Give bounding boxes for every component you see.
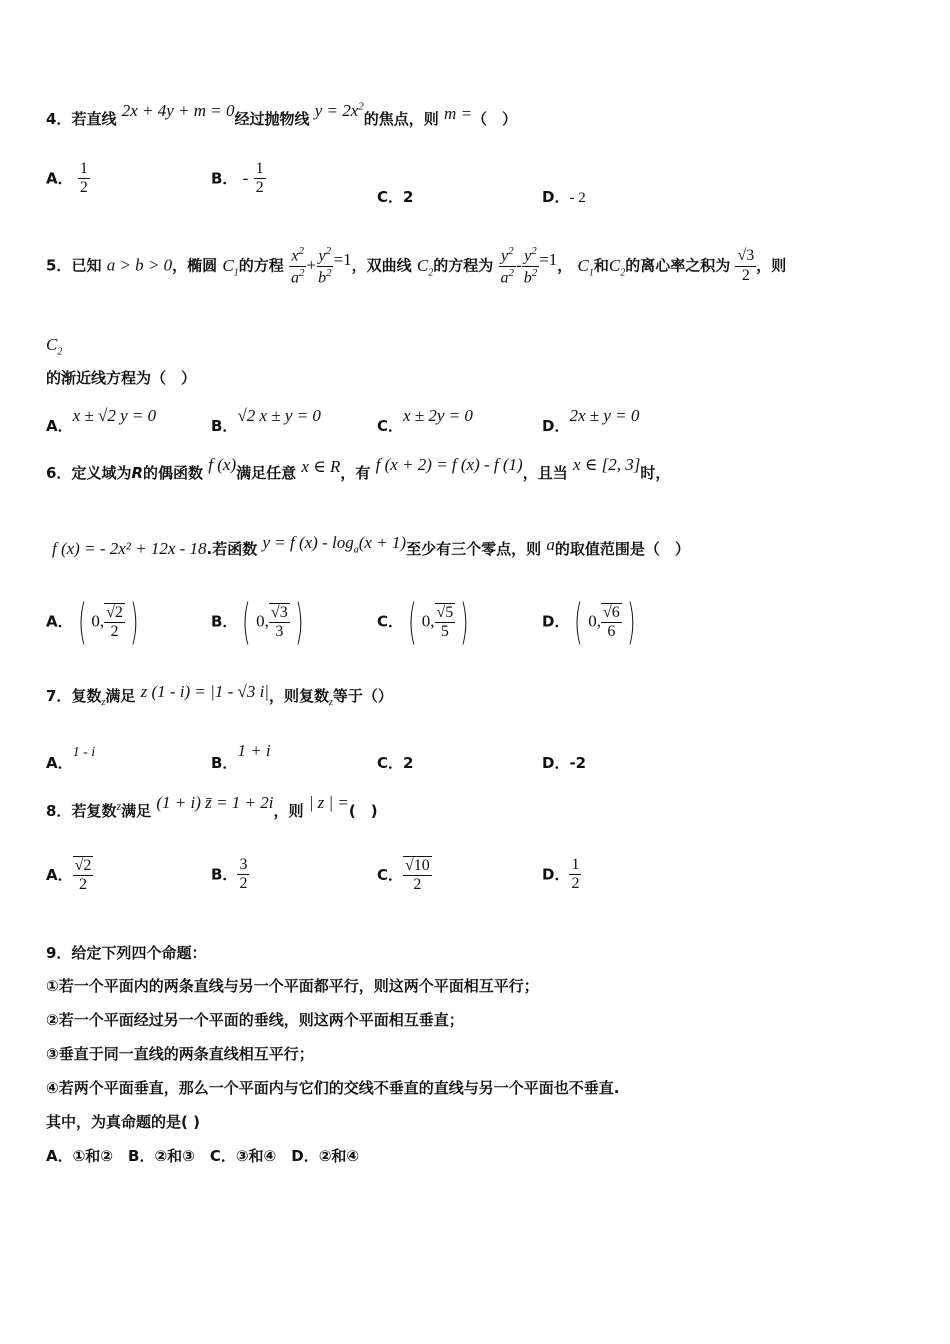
- q4-option-b[interactable]: B． - $\frac{1}{2}$: [211, 160, 264, 197]
- question-6-line2: f (x) = - 2x² + 12x - 18.若函数 y = f $(x) - \log_a(x + 1)$至少有三个零点，则 a的取值范围是（ ）: [52, 533, 690, 558]
- statement-4: ④若两个平面垂直，那么一个平面内与它们的交线不垂直的直线与另一个平面也不垂直.: [46, 1079, 620, 1097]
- eccentricity-product: $\frac{√3}{2}$: [737, 247, 755, 284]
- q5-option-c[interactable]: C．x ± 2y = 0: [377, 406, 473, 435]
- q5-option-d[interactable]: D．2x ± y = 0: [542, 406, 640, 435]
- statement-1: ①若一个平面内的两条直线与另一个平面都平行，则这两个平面相互平行；: [46, 977, 539, 995]
- q6-option-b[interactable]: B． ( 0, $\frac{√3}{3}$ ): [211, 594, 304, 650]
- statement-3: ③垂直于同一直线的两条直线相互平行；: [46, 1045, 314, 1063]
- q8-option-d[interactable]: D． $\frac{1}{2}$: [542, 856, 580, 893]
- ellipse-y-term: $\frac{y^2}{b^2}$: [318, 245, 332, 287]
- q4-option-d[interactable]: D．- 2: [542, 188, 586, 206]
- q7-option-c[interactable]: C．2: [377, 754, 414, 772]
- line-equation: 2x + 4y + m = 0: [121, 101, 235, 120]
- question-4: 4．若直线 2x + 4y + m = 0经过抛物线 $y = 2x^2$的焦点，则 m =（ ）: [46, 100, 518, 128]
- q7-option-b[interactable]: B．1 + i: [211, 741, 271, 772]
- q6-option-a[interactable]: A． ( 0, $\frac{√2}{2}$ ): [46, 594, 139, 650]
- q4-option-a[interactable]: A． $\frac{1}{2}$: [46, 160, 88, 197]
- q6-option-d[interactable]: D． ( 0, $\frac{√6}{6}$ ): [542, 594, 636, 650]
- hyperbola-y-term: $\frac{y^2}{b^2}$: [523, 245, 538, 287]
- question-5-line2: $C_2$ 的渐近线方程为（ ）: [46, 335, 197, 388]
- parabola-equation: $y = 2x^2$: [314, 100, 364, 120]
- question-9-title: 9．给定下列四个命题：: [46, 944, 207, 962]
- question-9-options[interactable]: A．①和② B．②和③ C．③和④ D．②和④: [46, 1147, 360, 1165]
- fraction: $\frac{1}{2}$: [79, 160, 88, 197]
- question-6: 6．定义域为R的偶函数 f (x)满足任意 x ∈ R，有 f (x + 2) = f (x) - f (1)，且当 x ∈ [2, 3]时，: [46, 455, 671, 482]
- q5-option-b[interactable]: B．√2 x ± y = 0: [211, 406, 321, 435]
- q7-option-a[interactable]: A．1 - i: [46, 745, 96, 772]
- fraction: $\frac{1}{2}$: [255, 160, 264, 197]
- statement-2: ②若一个平面经过另一个平面的垂线，则这两个平面相互垂直；: [46, 1011, 464, 1029]
- q4-option-c[interactable]: C．2: [377, 188, 414, 206]
- q8-option-c[interactable]: C． $\frac{√10}{2}$: [377, 857, 430, 894]
- question-8: 8．若复数$^z$满足 (1 + i) z̄ = 1 + 2i，则 | z | =( ): [46, 793, 378, 820]
- q5-option-a[interactable]: A．x ± √2 y = 0: [46, 406, 157, 435]
- question-5: 5．已知 a > b > 0，椭圆 $C_1$的方程 $\frac{x^2}{a^2}$ + $\frac{y^2}{b^2}$ =1，双曲线 $C_2$的方程为 $\frac{y^2}{a^2}$ - $\frac{y^2}{b^2}$ =1， $C_1$和$C_2$的离心率之积为 $\frac{√3}{2}$ ，则: [46, 245, 787, 287]
- ellipse-x-term: $\frac{x^2}{a^2}$: [290, 245, 305, 287]
- question-7: 7．复数$_z$满足 z (1 - i) = |1 - √3 i|，则复数$_z$等于（）: [46, 682, 393, 708]
- question-9-ask: 其中，为真命题的是( ): [46, 1113, 200, 1131]
- q6-option-c[interactable]: C． ( 0, $\frac{√5}{5}$ ): [377, 594, 469, 650]
- q8-option-b[interactable]: B． $\frac{3}{2}$: [211, 856, 248, 893]
- q8-option-a[interactable]: A． $\frac{√2}{2}$: [46, 857, 92, 894]
- q7-option-d[interactable]: D．-2: [542, 754, 587, 772]
- hyperbola-x-term: $\frac{y^2}{a^2}$: [500, 245, 515, 287]
